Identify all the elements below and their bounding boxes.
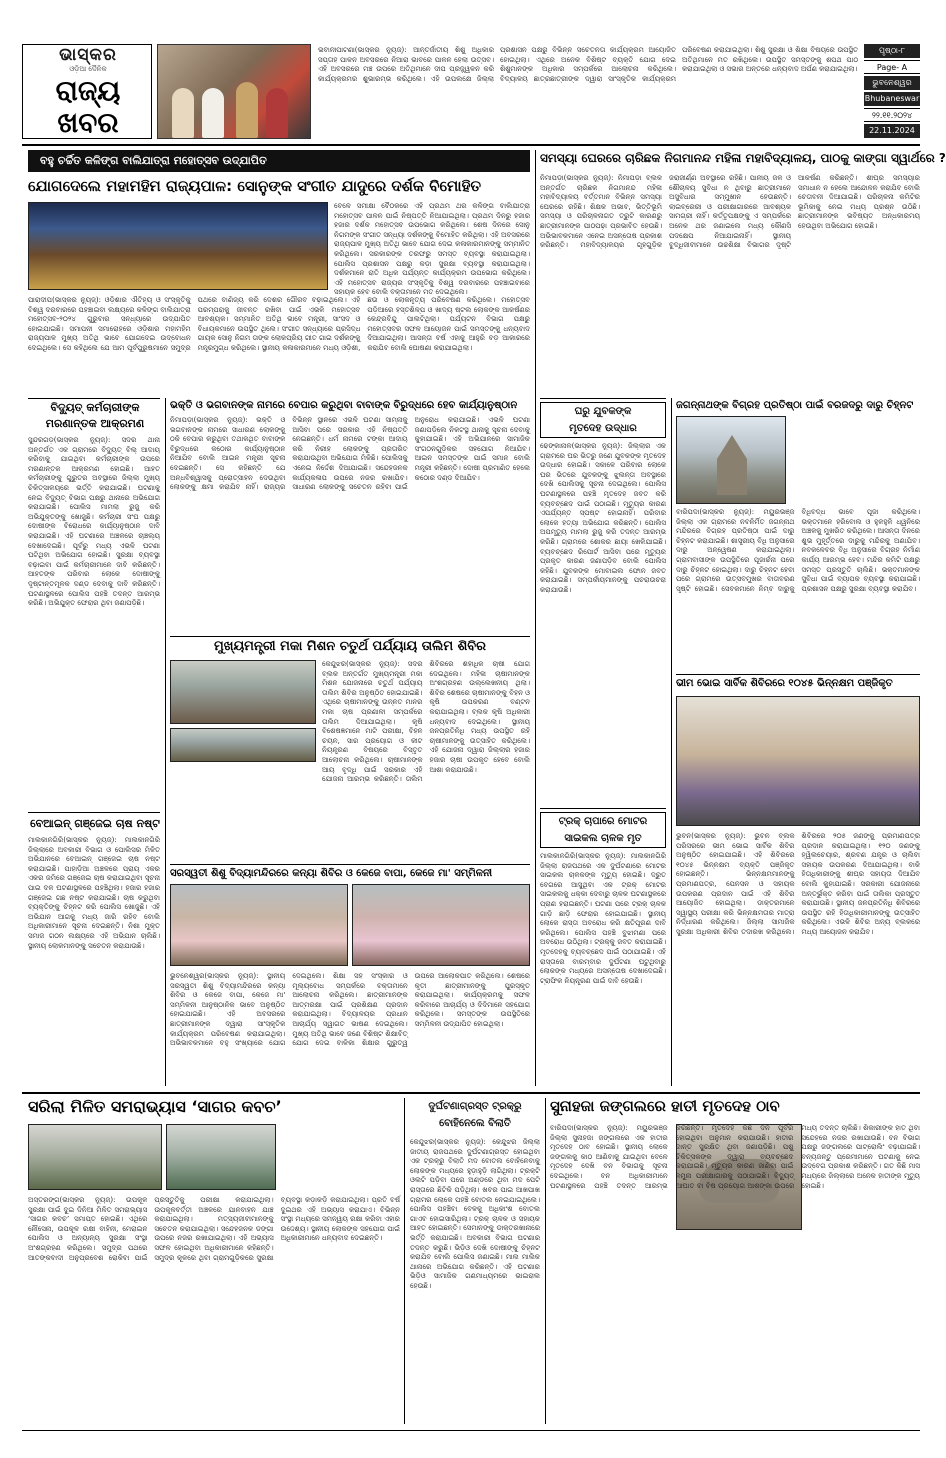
divider: [540, 398, 666, 399]
elephant-body-text: ବାରିପଦା(ଭାସ୍କର ନ୍ୟୁଜ୍): ମୟୁରଭଞ୍ଜ ଜିଲ୍ଲା ସୁନାହଜା ଜଙ୍ଗଲରେ ଏକ ହାତୀର ମୃତଦେହ ଠାବ ହୋଇଛି। ସ୍ଥାନୀୟ ଲୋକେ ଜଙ୍ଗଲକୁ କାଠ ଆଣିବାକୁ ଯାଇଥିବା ବେଳେ ମୃତଦେହ ଦେଖି ବନ ବିଭାଗକୁ ସୂଚନା ଦେଇଥିଲେ। ବନ ଅଧିକାରୀମାନେ ଘଟଣାସ୍ଥଳରେ ପହଞ୍ଚି ତଦନ୍ତ ଆରମ୍ଭ କରିଛନ୍ତି। ମୃତଦେହ କିଛି ଦିନ ପୂର୍ବର ହୋଇଥିବା ଅନୁମାନ କରାଯାଉଛି। ହାତୀର ଦାନ୍ତ ସୁରକ୍ଷିତ ଥିବା ଜଣାପଡ଼ିଛି। ପଶୁ ଚିକିତ୍ସକଙ୍କ ଦ୍ୱାରା ବ୍ୟବଚ୍ଛେଦ କରାଯାଇଛି। ମୃତ୍ୟୁର କାରଣ ଜାଣିବା ପାଇଁ ନମୁନା ପରୀକ୍ଷାଗାରକୁ ପଠାଯାଇଛି। ବିଦ୍ୟୁତ୍ ଆଘାତ ବା ବିଷ ପ୍ରୟୋଗ ଆଶଙ୍କା ଉପରେ ମଧ୍ୟ ତଦନ୍ତ ଚାଲିଛି। ଶିକାରୀଙ୍କ ହାତ ଥିବା ସନ୍ଦେହରେ ନଜର ରଖାଯାଉଛି। ବନ ବିଭାଗ ପକ୍ଷରୁ ଜଙ୍ଗଲରେ ପାଟ୍ରୋଲିଂ ବଢ଼ାଯାଇଛି। ବନ୍ୟଜନ୍ତୁ ପ୍ରେମୀମାନେ ଘଟଣାକୁ ନେଇ ଉଦ୍‌ବେଗ ପ୍ରକାଶ କରିଛନ୍ତି। ଗତ କିଛି ମାସ ମଧ୍ୟରେ ଜିଲ୍ଲାରେ ଅନେକ ହାତୀଙ୍କ ମୃତ୍ୟୁ ହୋଇଛି।: [550, 1124, 920, 1190]
headline-truck-1: ଟ୍ରକ୍ ଚାପାରେ ମୋଟର: [558, 816, 648, 827]
headline-kalinga: ଯୋଗଦେଲେ ମହାମହିମ ରାଜ୍ୟପାଳ: ସୋନୁଙ୍କ ସଂଗୀତ ଯାଦୁରେ ଦର୍ଶକ ବିମୋହିତ: [28, 177, 482, 195]
divider: [540, 808, 666, 809]
headline-truck-box: [540, 812, 666, 848]
headline-electric-1: ବିଦ୍ୟୁତ୍ କର୍ମଚାରୀଙ୍କ: [50, 401, 140, 414]
bhakti-body: ନିମାପଡ଼ା(ଭାସ୍କର ନ୍ୟୁଜ୍): ଭକ୍ତି ଓ ଭଗବାନଙ୍କ ନାମରେ ସାଧାରଣ ଲୋକଙ୍କୁ ଠକି ବେପାର କରୁଥିବା ତଥାକଥିତ ବାବାଙ୍କ ବିରୁଦ୍ଧରେ କଠୋର କାର୍ଯ୍ୟାନୁଷ୍ଠାନ ନିଆଯିବ ବୋଲି ଆଇନ ମନ୍ତ୍ରୀ ସୂଚନା ଦେଇଛନ୍ତି। ସେ କହିଛନ୍ତି ଯେ ଅନ୍ଧବିଶ୍ୱାସକୁ ପ୍ରୋତ୍ସାହନ ଦେଉଥିବା ଲୋକଙ୍କୁ କ୍ଷମା କରାଯିବ ନାହିଁ। ରାଜ୍ୟର ବିଭିନ୍ନ ସ୍ଥାନରେ ଏଭଳି ଘଟଣା ସାମ୍ନାକୁ ଆସିବା ପରେ ସରକାର ଏହି ନିଷ୍ପତ୍ତି ନେଇଛନ୍ତି। ଧର୍ମ ନାମରେ ଟଙ୍କା ଆଦାୟ କରି ନିରୀହ ଲୋକଙ୍କୁ ପ୍ରତାରିତ କରାଯାଉଥିବା ଅଭିଯୋଗ ମିଳିଛି। ପୋଲିସକୁ ଏନେଇ ନିର୍ଦ୍ଦେଶ ଦିଆଯାଇଛି। ସନ୍ଦେହଜନକ କାର୍ଯ୍ୟକଳାପ ଉପରେ ନଜର ରଖାଯିବ। ସାଧାରଣ ଲୋକଙ୍କୁ ସଚେତନ ରହିବା ପାଇଁ ଅନୁରୋଧ କରାଯାଇଛି। ଏଭଳି ଘଟଣା ଜଣାପଡ଼ିଲେ ନିକଟସ୍ଥ ଥାନାକୁ ସୂଚନା ଦେବାକୁ କୁହାଯାଇଛି। ଏହି ଅଭିଯାନରେ ସାମାଜିକ ସଂଗଠନଗୁଡ଼ିକର ସହଯୋଗ ନିଆଯିବ। ଆଇନ ସମସ୍ତଙ୍କ ପାଇଁ ସମାନ ବୋଲି ମନ୍ତ୍ରୀ କହିଛନ୍ତି। ଦୋଷୀ ପ୍ରମାଣିତ ହେଲେ କଠୋର ଦଣ୍ଡ ଦିଆଯିବ।: [170, 416, 530, 492]
masthead-photo: [157, 44, 311, 139]
divider: [22, 1092, 920, 1094]
headline-sagar-kavach: ସରିଲା ମିଳିତ ସମରାଭ୍ୟାସ ‘ସାଗର କବଚ’: [28, 1097, 282, 1116]
elephant-body: [550, 1124, 920, 1424]
divider: [170, 864, 530, 865]
photo-bhima-camp: [676, 696, 920, 826]
headline-saraswati: ସରସ୍ୱତୀ ଶିଶୁ ବିଦ୍ୟାମନ୍ଦିରରେ କନ୍ୟା ଶିବିର ଓ କେଜେ ବାପା, କେଜେ ମା' ସମ୍ମିଳନୀ: [170, 868, 493, 879]
date-odia: ୨୨.୧୧.୨୦୨୪: [864, 108, 920, 122]
divider: [28, 398, 160, 399]
jagannath-body: ବାରିପଦା(ଭାସ୍କର ନ୍ୟୁଜ୍): ମୟୁରଭଞ୍ଜ ଜିଲ୍ଲା ଏକ ଗ୍ରାମରେ ନବନିର୍ମିତ ଜଗନ୍ନାଥ ମନ୍ଦିରରେ ବିଗ୍ରହ ପ୍ରତିଷ୍ଠା ପାଇଁ ଦାରୁ ଚିହ୍ନଟ କରାଯାଇଛି। ଶାସ୍ତ୍ରୀୟ ବିଧି ଅନୁସାରେ ଦାରୁ ଅନ୍ୱେଷଣ କରାଯାଇଥିଲା। ଗ୍ରାମବାସୀଙ୍କ ଉପସ୍ଥିତିରେ ପୂଜାର୍ଚ୍ଚନା ପରେ ଦାରୁ ଚିହ୍ନଟ ହୋଇଥିଲା। ଦାରୁ ଚିହ୍ନଟ ହେବା ପରେ ଗ୍ରାମରେ ଉତ୍ସବମୁଖର ବାତାବରଣ ସୃଷ୍ଟି ହୋଇଛି। ସେବକମାନେ ନିମ୍ବ ଦାରୁକୁ ବିଧିବଦ୍ଧ ଭାବେ ପୂଜା କରିଥିଲେ। ଭକ୍ତମାନେ ହରିବୋଲ ଓ ହୁଳହୁଳି ଧ୍ୱନିରେ ଅଞ୍ଚଳକୁ ମୁଖରିତ କରିଥିଲେ। ଆସନ୍ତା ଦିନରେ ଶୁଭ ମୁହୂର୍ତ୍ତରେ ଦାରୁକୁ ମନ୍ଦିରକୁ ଅଣାଯିବ। ନବକଳେବର ବିଧି ଅନୁସାରେ ବିଗ୍ରହ ନିର୍ମାଣ କାର୍ଯ୍ୟ ଆରମ୍ଭ ହେବ। ମନ୍ଦିର କମିଟି ପକ୍ଷରୁ ସମସ୍ତ ପ୍ରସ୍ତୁତି ଚାଲିଛି। ଭକ୍ତମାନଙ୍କ ସୁବିଧା ପାଇଁ ବ୍ୟାପକ ବ୍ୟବସ୍ଥା କରାଯାଇଛି। ପ୍ରଶାସନ ପକ୍ଷରୁ ସୁରକ୍ଷା ବ୍ୟବସ୍ଥା କରାଯିବ।: [676, 508, 920, 593]
divider: [22, 144, 920, 146]
column-rule: [545, 1098, 546, 1424]
section-logo: [22, 44, 152, 139]
sagar-body: ଅସ୍ତରଙ୍ଗ(ଭାସ୍କର ନ୍ୟୁଜ୍): ଉପକୂଳ ସୁରକ୍ଷା ପାଇଁ ଦୁଇ ଦିନିଆ ମିଳିତ ସମରାଭ୍ୟାସ ‘ସାଗର କବଚ’ ସମାପ୍ତ ହୋଇଛି। ଏଥିରେ ନୌସେନା, ଉପକୂଳ ରକ୍ଷୀ ବାହିନୀ, ମେରାଇନ ପୋଲିସ ଓ ଅନ୍ୟାନ୍ୟ ସୁରକ୍ଷା ସଂସ୍ଥା ଅଂଶଗ୍ରହଣ କରିଥିଲେ। ସମୁଦ୍ର ପଥରେ ଆତଙ୍କବାଦୀ ଅନୁପ୍ରବେଶ ରୋକିବା ପାଇଁ ପ୍ରସ୍ତୁତିକୁ ପରୀକ୍ଷା କରାଯାଇଥିଲା। ଉପକୂଳବର୍ତ୍ତୀ ଅଞ୍ଚଳରେ ଯାନବାହନ ଯାଞ୍ଚ କରାଯାଇଥିଲା। ମତ୍ସ୍ୟଜୀବୀମାନଙ୍କୁ ସଚେତନ କରାଯାଇଥିଲା। ସନ୍ଦେହଜନକ ଡଙ୍ଗା ଉପରେ ନଜର ରଖାଯାଇଥିଲା। ଏହି ଅଭ୍ୟାସ ସଫଳ ହୋଇଥିବା ଅଧିକାରୀମାନେ କହିଛନ୍ତି। ସମୁଦ୍ର କୂଳରେ ଥିବା ଗ୍ରାମଗୁଡ଼ିକରେ ସୁରକ୍ଷା ବ୍ୟବସ୍ଥା କଡ଼ାକଡ଼ି କରାଯାଇଥିଲା। ପ୍ରତି ବର୍ଷ ଦୁଇଥର ଏହି ଅଭ୍ୟାସ କରାଯାଏ। ବିଭିନ୍ନ ସଂସ୍ଥା ମଧ୍ୟରେ ସମନ୍ୱୟ ରକ୍ଷା କରିବା ଏହାର ଉଦ୍ଦେଶ୍ୟ। ସ୍ଥାନୀୟ ଲୋକଙ୍କ ସହଯୋଗ ପାଇଁ ଅଧିକାରୀମାନେ ଧନ୍ୟବାଦ ଦେଇଛନ୍ତି।: [28, 1196, 400, 1262]
headline-ghara-box: [540, 402, 666, 438]
photo-kalinga-stage: [28, 202, 328, 290]
page-label: ପୃଷ୍ଠା-୮: [864, 44, 920, 58]
headline-college: ସମସ୍ୟା ଘେରରେ ଚାରିଛକ ନିଗମାନନ୍ଦ ମହିଳା ମହାବିଦ୍ୟାଳୟ, ପାଠକୁ କାଙ୍ଗା ସ୍ୱାର୍ଥରେ ?: [540, 151, 946, 165]
saraswati-body: ଭୁବନେଶ୍ୱର(ଭାସ୍କର ନ୍ୟୁଜ୍): ସ୍ଥାନୀୟ ସରସ୍ୱତୀ ଶିଶୁ ବିଦ୍ୟାମନ୍ଦିରରେ କନ୍ୟା ଶିବିର ଓ କେଜେ ବାପା, କେଜେ ମା' ସମ୍ମିଳନୀ ଆନୁଷ୍ଠାନିକ ଭାବେ ଅନୁଷ୍ଠିତ ହୋଇଯାଇଛି। ଏହି ଅବସରରେ ଛାତ୍ରୀମାନଙ୍କ ଦ୍ୱାରା ସାଂସ୍କୃତିକ କାର୍ଯ୍ୟକ୍ରମ ପରିବେଷଣ କରାଯାଇଥିଲା। ଅଭିଭାବକମାନେ ବହୁ ସଂଖ୍ୟାରେ ଯୋଗ ଦେଇଥିଲେ। ଶିକ୍ଷା ସହ ସଂସ୍କାର ଓ ମୂଲ୍ୟବୋଧ ସମ୍ପର୍କରେ ବକ୍ତାମାନେ ଆଲୋଚନା କରିଥିଲେ। ଛାତ୍ରୀମାନଙ୍କ ଆତ୍ମରକ୍ଷା ପାଇଁ ପ୍ରଶିକ୍ଷଣ ପ୍ରଦାନ କରାଯାଇଥିଲା। ବିଦ୍ୟାଳୟର ପ୍ରଧାନ ଆଚାର୍ଯ୍ୟ ସ୍ୱାଗତ ଭାଷଣ ଦେଇଥିଲେ। ମୁଖ୍ୟ ଅତିଥି ଭାବେ ଜଣେ ବିଶିଷ୍ଟ ଶିକ୍ଷାବିତ୍ ଯୋଗ ଦେଇ ବାଳିକା ଶିକ୍ଷାର ଗୁରୁତ୍ୱ ଉପରେ ଆଲୋକପାତ କରିଥିଲେ। ଶେଷରେ କୃତୀ ଛାତ୍ରୀମାନଙ୍କୁ ପୁରସ୍କୃତ କରାଯାଇଥିଲା। କାର୍ଯ୍ୟକ୍ରମକୁ ସଫଳ କରିବାରେ ଆଚାର୍ଯ୍ୟ ଓ ଦିଦିମାନେ ସହଯୋଗ କରିଥିଲେ। ସମସ୍ତଙ୍କ ଉପସ୍ଥିତିରେ ସମ୍ମିଳନୀ ଉଦ୍‌ଯାପିତ ହୋଇଥିଲା।: [170, 972, 530, 1048]
brand-subtitle: ଓଡ଼ିଆ ଦୈନିକ: [69, 65, 107, 73]
college-body: ନିମାପଡ଼ା(ଭାସ୍କର ନ୍ୟୁଜ୍): ନିମାପଡ଼ା ବ୍ଲକ ଅନ୍ତର୍ଗତ ଚାରିଛକ ନିଗମାନନ୍ଦ ମହିଳା ମହାବିଦ୍ୟାଳୟ ବର୍ତ୍ତମାନ ବିଭିନ୍ନ ସମସ୍ୟା ଘେରରେ ରହିଛି। ଶିକ୍ଷକ ଅଭାବ, ଭିତ୍ତିଭୂମି ସମସ୍ୟା ଓ ପରିଚାଳନାଗତ ତ୍ରୁଟି କାରଣରୁ ଛାତ୍ରୀମାନଙ୍କ ପାଠପଢ଼ା ପ୍ରଭାବିତ ହେଉଛି। ଅଭିଭାବକମାନେ ଏନେଇ ଅସନ୍ତୋଷ ପ୍ରକାଶ କରିଛନ୍ତି। ମହାବିଦ୍ୟାଳୟର ଗୃହଗୁଡ଼ିକ ଜରାଜୀର୍ଣ୍ଣ ଅବସ୍ଥାରେ ରହିଛି। ପାନୀୟ ଜଳ ଓ ଶୌଚାଳୟ ସୁବିଧା ନ ଥିବାରୁ ଛାତ୍ରୀମାନେ ଅସୁବିଧାର ସମ୍ମୁଖୀନ ହେଉଛନ୍ତି। ଲାଇବ୍ରେରୀ ଓ ପରୀକ୍ଷାଗାରରେ ଆବଶ୍ୟକ ସାମଗ୍ରୀ ନାହିଁ। କର୍ତ୍ତୃପକ୍ଷଙ୍କୁ ଏ ସମ୍ପର୍କରେ ଅନେକ ଥର ଜଣାଇଲେ ମଧ୍ୟ କୌଣସି ପଦକ୍ଷେପ ନିଆଯାଇନାହିଁ। ସ୍ଥାନୀୟ ବୁଦ୍ଧିଜୀବୀମାନେ ଉଚ୍ଚଶିକ୍ଷା ବିଭାଗର ଦୃଷ୍ଟି ଆକର୍ଷଣ କରିଛନ୍ତି। ଶୀଘ୍ର ସମସ୍ୟାର ସମାଧାନ ନ ହେଲେ ଆନ୍ଦୋଳନ କରାଯିବ ବୋଲି ଚେତାବନୀ ଦିଆଯାଇଛି। ପରିଚାଳନା କମିଟିର ଭୂମିକାକୁ ନେଇ ମଧ୍ୟ ପ୍ରଶ୍ନ ଉଠିଛି। ଛାତ୍ରୀମାନଙ୍କ ଭବିଷ୍ୟତ ଅନ୍ଧକାରମୟ ହେଉଥିବା ଅଭିଯୋଗ ହୋଇଛି।: [540, 174, 920, 250]
column-rule: [671, 398, 672, 1086]
headline-durghatana-2: ବୋହିନେଲେ ବିଲାତି: [439, 1118, 511, 1129]
section-title: [27, 75, 149, 139]
headline-maka-mission: ମୁଖ୍ୟମନ୍ତ୍ରୀ ମକା ମିଶନ ଚତୁର୍ଥ ପର୍ଯ୍ୟାୟ ତାଲିମ ଶିବିର: [214, 639, 486, 654]
headline-ghara-1: ଘରୁ ଯୁବକଙ୍କ: [574, 406, 632, 417]
date-english: 22.11.2024: [864, 124, 920, 138]
column-rule: [404, 1098, 405, 1424]
page-info: [864, 44, 920, 139]
photo-sagar-vehicle: [28, 1124, 162, 1190]
divider: [22, 1430, 920, 1431]
divider: [170, 636, 530, 637]
headline-ghara-2: ମୃତଦେହ ଉଦ୍ଧାର: [569, 423, 637, 434]
column-rule: [165, 398, 166, 1086]
city-odia: ଭୁବନେଶ୍ୱର: [864, 76, 920, 90]
photo-maka-banner: [170, 728, 316, 762]
kalinga-body: ପାରାଦୀପ(ଭାସ୍କର ନ୍ୟୁଜ୍): ଓଡ଼ିଶାର ଐତିହ୍ୟ ଓ ସଂସ୍କୃତିକୁ ବିଶ୍ୱ ଦରବାରରେ ପହଞ୍ଚାଇବା ଲକ୍ଷ୍ୟରେ କଳିଙ୍ଗ ବାଲିଯାତ୍ରା ମହୋତ୍ସବ-୨୦୨୪ ଗୁରୁବାର ସନ୍ଧ୍ୟାରେ ଉଦ୍‌ଯାପିତ ହୋଇଯାଇଛି। ସମାପନୀ ସମାରୋହରେ ଓଡ଼ିଶାର ମହାମହିମ ରାଜ୍ୟପାଳ ମୁଖ୍ୟ ଅତିଥି ଭାବେ ଯୋଗଦେଇ ଉଦ୍‌ବୋଧନ ଦେଇଥିଲେ। ସେ କହିଥିଲେ ଯେ ଆମ ପୂର୍ବପୁରୁଷମାନେ ସମୁଦ୍ର ପଥରେ ବାଣିଜ୍ୟ କରି ଦେଶର ଗୌରବ ବଢ଼ାଇଥିଲେ। ଏହି ପରମ୍ପରାକୁ ଜୀବନ୍ତ ରଖିବା ପାଇଁ ଏଭଳି ମହୋତ୍ସବ ଆବଶ୍ୟକ। ସମ୍ମାନିତ ଅତିଥି ଭାବେ ମନ୍ତ୍ରୀ, ସାଂସଦ ଓ ବିଧାୟକମାନେ ଉପସ୍ଥିତ ଥିଲେ। ସଂଗୀତ ସନ୍ଧ୍ୟାରେ ପ୍ରସିଦ୍ଧ ଗାୟକ ସୋନୁ ନିଗମ ତାଙ୍କ ଲୋକପ୍ରିୟ ଗୀତ ଗାଇ ଦର୍ଶକଙ୍କୁ ମନ୍ତ୍ରମୁଗ୍ଧ କରିଥିଲେ। ସ୍ଥାନୀୟ କଳାକାରମାନେ ମଧ୍ୟ ଓଡ଼ିଶୀ, ଛଉ ଓ ଲୋକନୃତ୍ୟ ପରିବେଷଣ କରିଥିଲେ। ମହୋତ୍ସବ ପଡ଼ିଆରେ ହସ୍ତଶିଳ୍ପ ଓ ଖାଦ୍ୟ ଷ୍ଟଲ ଲୋକଙ୍କ ଆକର୍ଷଣର କେନ୍ଦ୍ରବିନ୍ଦୁ ପାଲଟିଥିଲା। ପର୍ଯ୍ୟଟନ ବିଭାଗ ପକ୍ଷରୁ ମହୋତ୍ସବର ସଫଳ ଆୟୋଜନ ପାଇଁ ସମସ୍ତଙ୍କୁ ଧନ୍ୟବାଦ ଦିଆଯାଇଥିଲା। ଆସନ୍ତା ବର୍ଷ ଏହାକୁ ଆହୁରି ବଡ଼ ଆକାରରେ କରାଯିବ ବୋଲି ଘୋଷଣା କରାଯାଇଥିଲା।: [28, 296, 530, 352]
section-title-line1: ରାଜ୍ୟ: [55, 74, 121, 107]
durghatana-body: କେନ୍ଦୁଝର(ଭାସ୍କର ନ୍ୟୁଜ୍): କେନ୍ଦୁଝର ଜିଲ୍ଲା ଜାତୀୟ ରାଜପଥରେ ଦୁର୍ଘଟଣାଗ୍ରସ୍ତ ହୋଇଥିବା ଏକ ଟ୍ରକ୍‌ରୁ ବିଲାତି ମଦ ବୋତଲ ବୋହିନେବାକୁ ଲୋକଙ୍କ ମଧ୍ୟରେ ହୁଡ଼ାହୁଡ଼ି ଲାଗିଥିଲା। ଟ୍ରକ୍‌ଟି ଓଲଟି ପଡ଼ିବା ପରେ ଅଣ୍ଡରେ ଥିବା ମଦ ପେଟି ରାସ୍ତାରେ ଛିଟିକି ପଡ଼ିଥିଲା। ଖବର ପାଇ ଆଖପାଖ ଗ୍ରାମର ଲୋକେ ପହଞ୍ଚି ବୋତଲ ନେଇଯାଇଥିଲେ। ପୋଲିସ ପହଞ୍ଚିବା ବେଳକୁ ଅଧିକାଂଶ ବୋତଲ ଗାଏବ ହୋଇସାରିଥିଲା। ଟ୍ରକ୍ ଚାଳକ ଓ ସହାୟକ ଆହତ ହୋଇଛନ୍ତି। ସେମାନଙ୍କୁ ଡାକ୍ତରଖାନାରେ ଭର୍ତ୍ତି କରାଯାଇଛି। ଅବକାରୀ ବିଭାଗ ଘଟଣାର ତଦନ୍ତ କରୁଛି। ଭିଡ଼ିଓ ଦେଖି ଦୋଷୀଙ୍କୁ ଚିହ୍ନଟ କରାଯିବ ବୋଲି ପୋଲିସ ଜଣାଇଛି। ମାଲ ମାଲିକ ଥାନାରେ ଅଭିଯୋଗ କରିଛନ୍ତି। ଏହି ଘଟଣାର ଭିଡ଼ିଓ ସାମାଜିକ ଗଣମାଧ୍ୟମରେ ଭାଇରାଲ ହେଉଛି।: [410, 1138, 540, 1290]
section-title-line2: ଖବର: [57, 106, 119, 139]
masthead-lead-article: ଭବାନୀପାଟଣା(ଭାସ୍କର ନ୍ୟୁଜ୍): ଆନ୍ତର୍ଜାତୀୟ ଶିଶୁ ଅଧିକାର ସପ୍ତାହ ପାଳନ ଅବସରରେ ନିଆରା ଭାବରେ ପାଳନ ହେଲା ଉତ୍ସବ। ଏହି ଅବସରରେ ମଞ୍ଚ ଉପରେ ଅତିଥିମାନେ ଦୀପ ପ୍ରଜ୍ଜ୍ୱଳନ କରି କାର୍ଯ୍ୟକ୍ରମର ଶୁଭାରମ୍ଭ କରିଥିଲେ। ଏହି ଉପଲକ୍ଷେ ଜିଲ୍ଲା ପ୍ରଶାସନ ପକ୍ଷରୁ ବିଭିନ୍ନ ସଚେତନତା କାର୍ଯ୍ୟକ୍ରମ ଆୟୋଜିତ ହୋଇଥିଲା। ଏଥିରେ ଅନେକ ବିଶିଷ୍ଟ ବ୍ୟକ୍ତି ଯୋଗ ଦେଇ ଶିଶୁମାନଙ୍କ ଅଧିକାର ସମ୍ପର୍କରେ ଆଲୋଚନା କରିଥିଲେ। ବିଦ୍ୟାଳୟ ଛାତ୍ରଛାତ୍ରୀଙ୍କ ଦ୍ୱାରା ସାଂସ୍କୃତିକ କାର୍ଯ୍ୟକ୍ରମ ପରିବେଷଣ କରାଯାଇଥିଲା। ଶିଶୁ ସୁରକ୍ଷା ଓ ଶିକ୍ଷା ବିଷୟରେ ଉପସ୍ଥିତ ଅତିଥିମାନେ ମତ ରଖିଥିଲେ। ଉପସ୍ଥିତ ସମସ୍ତଙ୍କୁ ଶପଥ ପାଠ କରାଯାଇଥିଲା ଓ ସଭାର ଅନ୍ତରେ ଧନ୍ୟବାଦ ଅର୍ପଣ କରାଯାଇଥିଲା।: [318, 46, 858, 83]
maka-body: କେନ୍ଦୁଝର(ଭାସ୍କର ନ୍ୟୁଜ୍): ସଦର ବ୍ଲକ ଅନ୍ତର୍ଗତ ମୁଖ୍ୟମନ୍ତ୍ରୀ ମକା ମିଶନ ଯୋଜନାରେ ଚତୁର୍ଥ ପର୍ଯ୍ୟାୟ ତାଲିମ ଶିବିର ଅନୁଷ୍ଠିତ ହୋଇଯାଇଛି। ଏଥିରେ ଚାଷୀମାନଙ୍କୁ ଉନ୍ନତ ମାନର ମକା ଚାଷ ପ୍ରଣାଳୀ ସମ୍ପର୍କରେ ତାଲିମ ଦିଆଯାଇଥିଲା। କୃଷି ବିଶେଷଜ୍ଞମାନେ ମାଟି ପରୀକ୍ଷା, ବିହନ ଚୟନ, ସାର ପ୍ରୟୋଗ ଓ କୀଟ ନିୟନ୍ତ୍ରଣ ବିଷୟରେ ବିସ୍ତୃତ ଆଲୋଚନା କରିଥିଲେ। ଚାଷୀମାନଙ୍କ ଆୟ ବୃଦ୍ଧି ପାଇଁ ସରକାର ଏହି ଯୋଜନା ଆରମ୍ଭ କରିଛନ୍ତି। ତାଲିମ ଶିବିରରେ ଶହାଧିକ ଚାଷୀ ଯୋଗ ଦେଇଥିଲେ। ମହିଳା ଚାଷୀମାନଙ୍କ ଅଂଶଗ୍ରହଣ ଉଲ୍ଲେଖନୀୟ ଥିଲା। ଶିବିର ଶେଷରେ ଚାଷୀମାନଙ୍କୁ ବିହନ ଓ କୃଷି ଉପକରଣ ବଣ୍ଟନ କରାଯାଇଥିଲା। ବ୍ଲକ କୃଷି ଅଧିକାରୀ ଧନ୍ୟବାଦ ଦେଇଥିଲେ। ସ୍ଥାନୀୟ ଜନପ୍ରତିନିଧି ମଧ୍ୟ ଉପସ୍ଥିତ ରହି ଚାଷୀମାନଙ୍କୁ ଉତ୍ସାହିତ କରିଥିଲେ। ଏହି ଯୋଜନା ଦ୍ୱାରା ଜିଲ୍ଲାର ହଜାର ହଜାର ଚାଷୀ ଉପକୃତ ହେବେ ବୋଲି ଆଶା କରାଯାଉଛି।: [322, 660, 530, 784]
headline-bhima: ଭୀମ ଭୋଇ ସାର୍ବିକ ଶିବିରରେ ୧୦୪୫ ଭିନ୍ନକ୍ଷମ ପଞ୍ଜିକୃତ: [676, 678, 893, 689]
brand-name: ଭାସ୍କର: [59, 45, 117, 65]
photo-saraswati-girls: [352, 884, 530, 966]
headline-jagannath: ଜଗନ୍ନାଥଙ୍କ ବିଗ୍ରହ ପ୍ରତିଷ୍ଠା ପାଇଁ ବରଜଦରୁ ଦାରୁ ଚିହ୍ନଟ: [676, 400, 914, 411]
truck-body: ମାଲକାନଗିରି(ଭାସ୍କର ନ୍ୟୁଜ୍): ମାଲକାନଗିରି ଜିଲ୍ଲା ରାଜପଥରେ ଏକ ଦୁର୍ଘଟଣାରେ ମୋଟର ସାଇକଲ ଚାଳକଙ୍କ ମୃତ୍ୟୁ ହୋଇଛି। ଦ୍ରୁତ ବେଗରେ ଆସୁଥିବା ଏକ ଟ୍ରକ୍ ମୋଟର ସାଇକଲକୁ ଧକ୍କା ଦେବାରୁ ଚାଳକ ଘଟଣାସ୍ଥଳରେ ପ୍ରାଣ ହରାଇଛନ୍ତି। ଘଟଣା ପରେ ଟ୍ରକ୍ ଚାଳକ ଗାଡ଼ି ଛାଡ଼ି ଫେରାର ହୋଇଯାଇଛି। ସ୍ଥାନୀୟ ଲୋକେ ରାସ୍ତା ଅବରୋଧ କରି କ୍ଷତିପୂରଣ ଦାବି କରିଥିଲେ। ପୋଲିସ ପହଞ୍ଚି ବୁଝାମଣା ପରେ ଅବରୋଧ ଉଠିଥିଲା। ଟ୍ରକ୍‌କୁ ଜବତ କରାଯାଇଛି। ମୃତଦେହକୁ ବ୍ୟବଚ୍ଛେଦ ପାଇଁ ପଠାଯାଇଛି। ଏହି ରାସ୍ତାରେ ବାରମ୍ବାର ଦୁର୍ଘଟଣା ଘଟୁଥିବାରୁ ଲୋକଙ୍କ ମଧ୍ୟରେ ଅସନ୍ତୋଷ ଦେଖାଦେଇଛି। ଟ୍ରାଫିକ ନିୟନ୍ତ୍ରଣ ପାଇଁ ଦାବି ହେଉଛି।: [540, 852, 666, 985]
headline-bhakti: ଭକ୍ତି ଓ ଭଗବାନଙ୍କ ନାମରେ ବେପାର କରୁଥିବା ବାବାଙ୍କ ବିରୁଦ୍ଧରେ ହେବ କାର୍ଯ୍ୟାନୁଷ୍ଠାନ: [170, 400, 518, 411]
divider: [28, 812, 160, 813]
headline-elephant: ସୁନାହଜା ଜଙ୍ଗଲରେ ହାତୀ ମୃତଦେହ ଠାବ: [550, 1097, 780, 1115]
bhima-body: ଭୁବନ(ଭାସ୍କର ନ୍ୟୁଜ୍): ଭୁବନ ବ୍ଲକ ପରିସରରେ ଭୀମ ଭୋଇ ସାର୍ବିକ ଶିବିର ଅନୁଷ୍ଠିତ ହୋଇଯାଇଛି। ଏହି ଶିବିରରେ ୧୦୪୫ ଭିନ୍ନକ୍ଷମ ବ୍ୟକ୍ତି ପଞ୍ଜିକୃତ ହୋଇଛନ୍ତି। ଭିନ୍ନକ୍ଷମମାନଙ୍କୁ ପ୍ରମାଣପତ୍ର, ପେନସନ ଓ ସହାୟକ ଉପକରଣ ପ୍ରଦାନ ପାଇଁ ଏହି ଶିବିର ଆୟୋଜିତ ହୋଇଥିଲା। ଡାକ୍ତରମାନେ ସ୍ୱାସ୍ଥ୍ୟ ପରୀକ୍ଷା କରି ଭିନ୍ନକ୍ଷମତାର ମାତ୍ରା ନିର୍ଦ୍ଧାରଣ କରିଥିଲେ। ଜିଲ୍ଲା ସାମାଜିକ ସୁରକ୍ଷା ଅଧିକାରୀ ଶିବିର ତଦାରଖ କରିଥିଲେ। ଶିବିରରେ ୨୦୫ ଜଣଙ୍କୁ ପ୍ରମାଣପତ୍ର ପ୍ରଦାନ କରାଯାଇଥିଲା। ୧୨୦ ଜଣଙ୍କୁ ହ୍ୱିଲଚେୟାର, ଶ୍ରବଣ ଯନ୍ତ୍ର ଓ ଚାଲିବା ସହାୟକ ଉପକରଣ ଦିଆଯାଇଥିଲା। ବାକି ହିତାଧିକାରୀଙ୍କୁ ଶୀଘ୍ର ସହାୟତା ଦିଆଯିବ ବୋଲି କୁହାଯାଇଛି। ସରକାରୀ ଯୋଜନାରେ ଅନ୍ତର୍ଭୁକ୍ତ କରିବା ପାଇଁ ତାଲିକା ପ୍ରସ୍ତୁତ କରାଯାଉଛି। ସ୍ଥାନୀୟ ଜନପ୍ରତିନିଧି ଶିବିରରେ ଉପସ୍ଥିତ ରହି ହିତାଧିକାରୀମାନଙ୍କୁ ଉତ୍ସାହିତ କରିଥିଲେ। ଏଭଳି ଶିବିର ଅନ୍ୟ ବ୍ଲକରେ ମଧ୍ୟ ଆୟୋଜନ କରାଯିବ।: [676, 832, 920, 936]
photo-sagar-team: [166, 1124, 276, 1190]
divider: [676, 674, 920, 675]
kicker-banner: ବହୁ ଚର୍ଚ୍ଚିତ କଳିଙ୍ଗ ବାଲିଯାତ୍ରା ମହୋତ୍ସବ ଉଦ୍‌ଯାପିତ: [28, 150, 530, 172]
headline-truck-2: ସାଇକଲ ଚାଳକ ମୃତ: [564, 833, 642, 844]
electric-body: ସୁନ୍ଦରଗଡ଼(ଭାସ୍କର ନ୍ୟୁଜ୍): ସଦର ଥାନା ଅନ୍ତର୍ଗତ ଏକ ଗ୍ରାମରେ ବିଦ୍ୟୁତ୍ ବିଲ୍ ଆଦାୟ କରିବାକୁ ଯାଇଥିବା କର୍ମଚାରୀଙ୍କ ଉପରେ ମରଣାନ୍ତକ ଆକ୍ରମଣ ହୋଇଛି। ଆହତ କର୍ମଚାରୀଙ୍କୁ ଗୁରୁତର ଅବସ୍ଥାରେ ଜିଲ୍ଲା ମୁଖ୍ୟ ଚିକିତ୍ସାଳୟରେ ଭର୍ତ୍ତି କରାଯାଇଛି। ଘଟଣାକୁ ନେଇ ବିଦ୍ୟୁତ୍ ବିଭାଗ ପକ୍ଷରୁ ଥାନାରେ ଅଭିଯୋଗ କରାଯାଇଛି। ପୋଲିସ ମାମଲା ରୁଜୁ କରି ଅଭିଯୁକ୍ତଙ୍କୁ ଖୋଜୁଛି। କର୍ମଚାରୀ ସଂଘ ପକ୍ଷରୁ ଦୋଷୀଙ୍କ ବିରୋଧରେ କାର୍ଯ୍ୟାନୁଷ୍ଠାନ ଦାବି କରାଯାଇଛି। ଏହି ଘଟଣାରେ ଅଞ୍ଚଳରେ ଚାଞ୍ଚଲ୍ୟ ଦେଖାଦେଇଛି। ପୂର୍ବରୁ ମଧ୍ୟ ଏଭଳି ଘଟଣା ଘଟିଥିବା ଅଭିଯୋଗ ହୋଇଛି। ସୁରକ୍ଷା ବ୍ୟବସ୍ଥା ବଢ଼ାଇବା ପାଇଁ କର୍ମଚାରୀମାନେ ଦାବି କରିଛନ୍ତି। ଆହତଙ୍କ ପରିବାର ଲୋକେ ଦୋଷୀଙ୍କୁ ଦୃଷ୍ଟାନ୍ତମୂଳକ ଦଣ୍ଡ ଦେବାକୁ ଦାବି କରିଛନ୍ତି। ଘଟଣାସ୍ଥଳରେ ପୋଲିସ ପହଞ୍ଚି ତଦନ୍ତ ଆରମ୍ଭ କରିଛି। ଅଭିଯୁକ୍ତ ଫେରାର ଥିବା ଜଣାପଡ଼ିଛି।: [28, 436, 160, 608]
ganja-body: ମାଲକାନଗିରି(ଭାସ୍କର ନ୍ୟୁଜ୍): ମାଲକାନଗିରି ଜିଲ୍ଲାରେ ଅବକାରୀ ବିଭାଗ ଓ ପୋଲିସର ମିଳିତ ଅଭିଯାନରେ ବେଆଇନ୍ ଗଞ୍ଜେଇ ଚାଷ ନଷ୍ଟ କରାଯାଇଛି। ପାହାଡ଼ିଆ ଅଞ୍ଚଳରେ ପ୍ରାୟ ଏକର ଏକର ଜମିରେ ଗଞ୍ଜେଇ ଚାଷ କରାଯାଇଥିବା ସୂଚନା ପାଇ ଦଳ ଘଟଣାସ୍ଥଳରେ ପହଞ୍ଚିଥିଲା। ହଜାର ହଜାର ଗଞ୍ଜେଇ ଗଛ ନଷ୍ଟ କରାଯାଇଛି। ଚାଷ କରୁଥିବା ବ୍ୟକ୍ତିଙ୍କୁ ଚିହ୍ନଟ କରି ପୋଲିସ ଖୋଜୁଛି। ଏହି ଅଭିଯାନ ଆଗକୁ ମଧ୍ୟ ଜାରି ରହିବ ବୋଲି ଅଧିକାରୀମାନେ ସୂଚନା ଦେଇଛନ୍ତି। ନିଶା ମୁକ୍ତ ସମାଜ ଗଠନ ଲକ୍ଷ୍ୟରେ ଏହି ଅଭିଯାନ ଚାଲିଛି। ସ୍ଥାନୀୟ ଲୋକମାନଙ୍କୁ ସଚେତନ କରାଯାଉଛି।: [28, 836, 160, 950]
headline-durghatana-1: ଦୁର୍ଘଟଣାଗ୍ରସ୍ତ ଟ୍ରକ୍‌ରୁ: [428, 1101, 522, 1112]
kalinga-side-text: ବେଳେ ସମୀକ୍ଷା ବୈଠକରେ ଏହି ପ୍ରଥମ ଥର କଳିଙ୍ଗ ବାଲିଯାତ୍ରା ମହୋତ୍ସବ ପାଳନ ପାଇଁ ନିଷ୍ପତ୍ତି ନିଆଯାଇଥିଲା। ପ୍ରଥମ ଦିନରୁ ହଜାର ହଜାର ଦର୍ଶକ ମହୋତ୍ସବ ଉପଭୋଗ କରିଥିଲେ। ଶେଷ ଦିନରେ ସୋନୁ ନିଗମଙ୍କ ସଂଗୀତ ସନ୍ଧ୍ୟା ଦର୍ଶକଙ୍କୁ ବିମୋହିତ କରିଥିଲା। ଏହି ଅବସରରେ ରାଜ୍ୟପାଳ ମୁଖ୍ୟ ଅତିଥି ଭାବେ ଯୋଗ ଦେଇ କଳାକାରମାନଙ୍କୁ ସମ୍ମାନିତ କରିଥିଲେ। ସରକାରଙ୍କ ତରଫରୁ ସମସ୍ତ ବ୍ୟବସ୍ଥା କରାଯାଇଥିଲା। ପୋଲିସ ପ୍ରଶାସନ ପକ୍ଷରୁ କଡ଼ା ସୁରକ୍ଷା ବ୍ୟବସ୍ଥା କରାଯାଇଥିଲା। ଦର୍ଶକମାନେ ରାତି ଅଧିକ ପର୍ଯ୍ୟନ୍ତ କାର୍ଯ୍ୟକ୍ରମ ଉପଭୋଗ କରିଥିଲେ। ଏହି ମହୋତ୍ସବ ରାଜ୍ୟର ସଂସ୍କୃତିକୁ ବିଶ୍ୱ ଦରବାରରେ ପହଞ୍ଚାଇବାରେ ସହାୟକ ହେବ ବୋଲି ବକ୍ତାମାନେ ମତ ଦେଇଥିଲେ।: [334, 202, 530, 297]
headline-electric-2: ମରଣାନ୍ତକ ଆକ୍ରମଣ: [45, 417, 145, 430]
headline-durghatana-box: [410, 1098, 540, 1134]
photo-maka-training: [170, 660, 316, 724]
column-rule: [535, 150, 536, 1086]
ghara-body: ଢେଙ୍କାନାଳ(ଭାସ୍କର ନ୍ୟୁଜ୍): ଜିଲ୍ଲାର ଏକ ଗ୍ରାମରେ ଘର ଭିତରୁ ଜଣେ ଯୁବକଙ୍କ ମୃତଦେହ ଉଦ୍ଧାର ହୋଇଛି। ସକାଳେ ପରିବାର ଲୋକେ ଘର ଭିତରେ ଯୁବକଙ୍କୁ ଝୁଲନ୍ତା ଅବସ୍ଥାରେ ଦେଖି ପୋଲିସକୁ ସୂଚନା ଦେଇଥିଲେ। ପୋଲିସ ଘଟଣାସ୍ଥଳରେ ପହଞ୍ଚି ମୃତଦେହ ଜବତ କରି ବ୍ୟବଚ୍ଛେଦ ପାଇଁ ପଠାଇଛି। ମୃତ୍ୟୁର କାରଣ ଏପର୍ଯ୍ୟନ୍ତ ସ୍ପଷ୍ଟ ହୋଇନାହିଁ। ପରିବାର ଲୋକେ ହତ୍ୟା ଅଭିଯୋଗ କରିଛନ୍ତି। ପୋଲିସ ଅପମୃତ୍ୟୁ ମାମଲା ରୁଜୁ କରି ତଦନ୍ତ ଆରମ୍ଭ କରିଛି। ଗ୍ରାମରେ ଶୋକର ଛାୟା ଖେଳିଯାଇଛି। ବ୍ୟବଚ୍ଛେଦ ରିପୋର୍ଟ ଆସିବା ପରେ ମୃତ୍ୟୁର ପ୍ରକୃତ କାରଣ ଜଣାପଡ଼ିବ ବୋଲି ପୋଲିସ କହିଛି। ଯୁବକଙ୍କ ମୋବାଇଲ ଫୋନ ଜବତ କରାଯାଇଛି। ସମ୍ପର୍କୀୟମାନଙ୍କୁ ପଚରାଉଚରା କରାଯାଉଛି।: [540, 442, 666, 594]
headline-ganja: ବେଆଇନ୍ ଗଞ୍ଜେଇ ଚାଷ ନଷ୍ଟ: [30, 817, 160, 830]
masthead: [22, 44, 920, 139]
city-english: Bhubaneswar: [864, 92, 920, 106]
page-code: Page- A: [864, 60, 920, 74]
photo-saraswati-stage: [170, 884, 348, 966]
